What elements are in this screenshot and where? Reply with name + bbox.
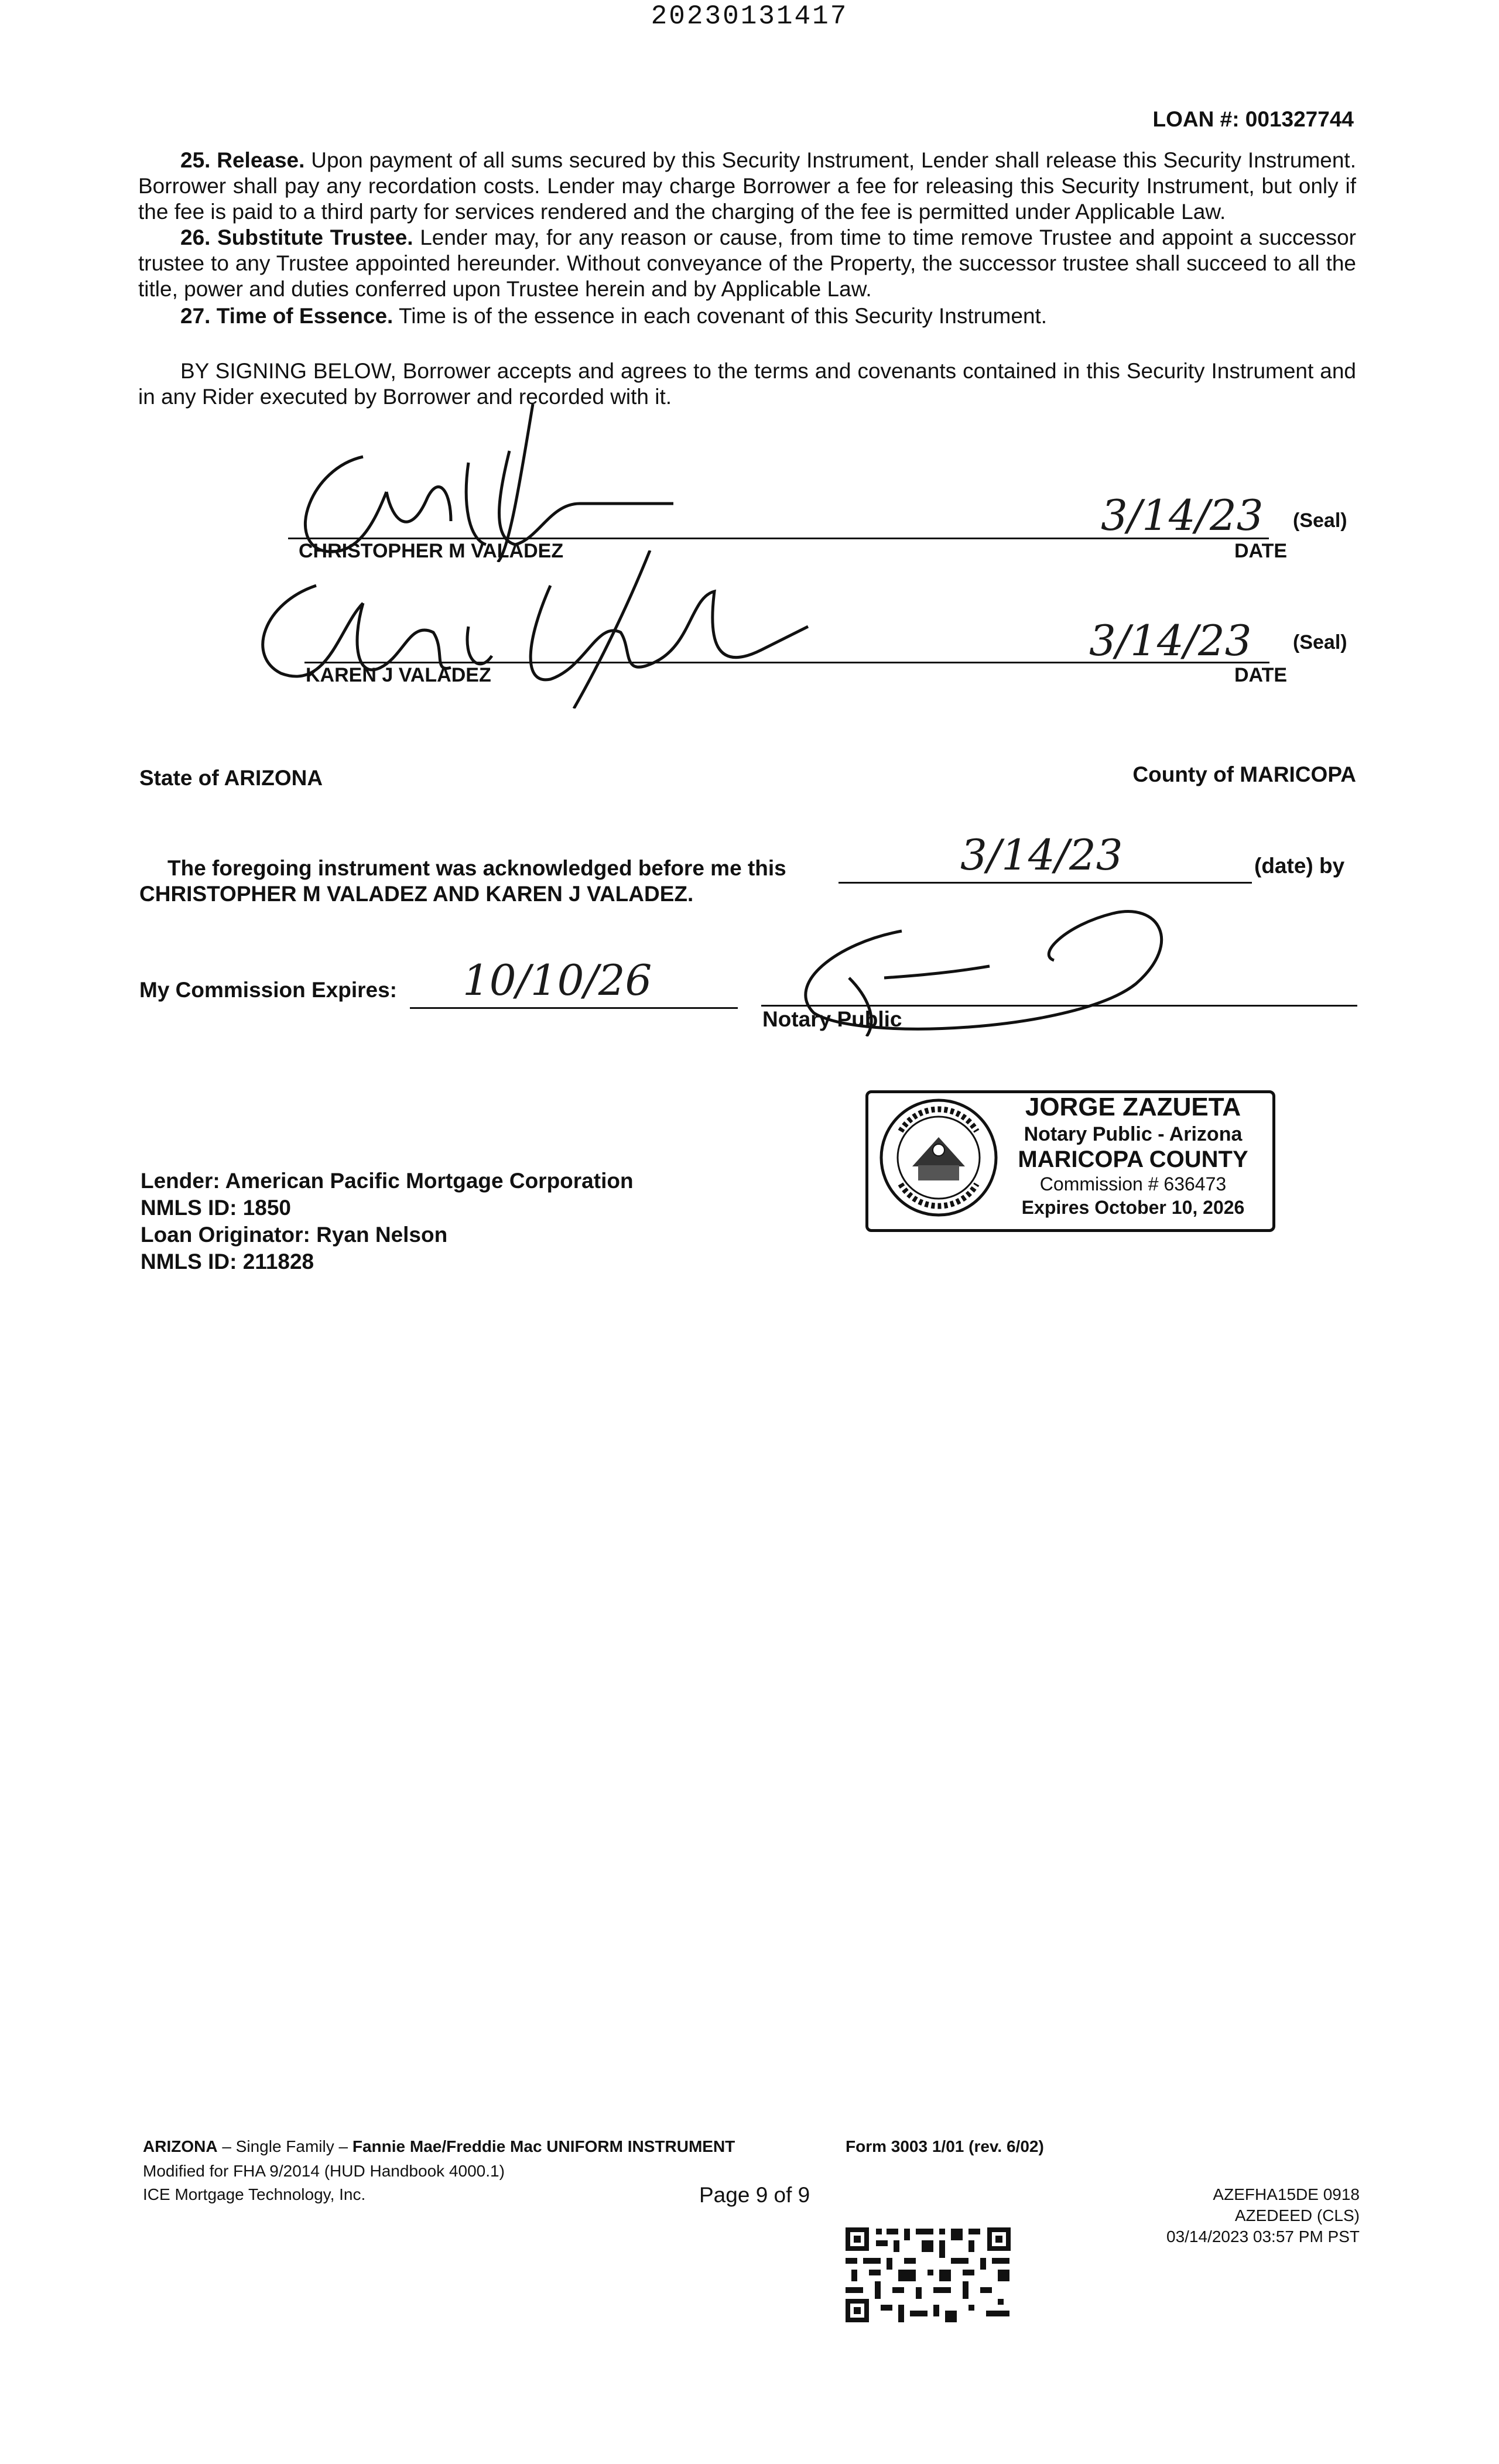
section-title: Substitute Trustee. bbox=[217, 225, 413, 249]
section-release bbox=[138, 148, 1356, 225]
section-substitute-trustee bbox=[138, 225, 1356, 302]
footer-state: ARIZONA bbox=[143, 2137, 218, 2155]
document-number: 20230131417 bbox=[651, 1, 848, 32]
stamp-expires: Expires October 10, 2026 bbox=[1021, 1197, 1245, 1218]
stamp-notary-name: JORGE ZAZUETA bbox=[1025, 1093, 1241, 1121]
lender-info bbox=[141, 1168, 634, 1275]
footer-modified: Modified for FHA 9/2014 (HUD Handbook 4000.1) bbox=[143, 2162, 505, 2180]
section-title: Release. bbox=[217, 148, 305, 172]
borrower-2-name: KAREN J VALADEZ bbox=[306, 664, 491, 686]
commission-label: My Commission Expires: bbox=[139, 978, 398, 1002]
by-signing-text: BY SIGNING BELOW, Borrower accepts and agrees to the terms and covenants contained in this Security Instrument and in any Rider executed by Borrower and recorded with it. bbox=[138, 359, 1356, 409]
borrower-1-handwritten-date: 3/14/23 bbox=[1101, 491, 1264, 540]
section-text: Upon payment of all sums secured by this Security Instrument, Lender shall release this Security Instrument. Borrower shall pay any recordation costs. Lender may charge Borrower a fee for releasing this Security Instrument, but only if the fee is paid to a third party for services rendered and the charging of the fee is permitted under Applicable Law. bbox=[138, 148, 1356, 224]
stamp-commission: Commission # 636473 bbox=[1039, 1173, 1227, 1195]
borrower-2-date-label: DATE bbox=[1234, 664, 1288, 686]
section-number: 25. bbox=[180, 148, 211, 172]
state-label: State of ARIZONA bbox=[139, 766, 323, 790]
footer-timestamp: 03/14/2023 03:57 PM PST bbox=[1166, 2227, 1360, 2246]
borrower-1-seal: (Seal) bbox=[1293, 509, 1347, 532]
page-number: Page 9 of 9 bbox=[699, 2183, 810, 2207]
loan-number: LOAN #: 001327744 bbox=[1152, 107, 1354, 131]
loan-originator: Loan Originator: Ryan Nelson bbox=[141, 1223, 448, 1247]
section-time-of-essence bbox=[138, 303, 1356, 329]
county-label: County of MARICOPA bbox=[1132, 762, 1356, 786]
acknowledgment-handwritten-date: 3/14/23 bbox=[960, 830, 1123, 879]
acknowledgment-names: CHRISTOPHER M VALADEZ AND KAREN J VALADEZ. bbox=[139, 882, 694, 906]
footer-form-type: – Single Family – bbox=[222, 2137, 348, 2155]
stamp-notary-title: Notary Public - Arizona bbox=[1024, 1123, 1243, 1145]
borrower-2-seal: (Seal) bbox=[1293, 631, 1347, 653]
footer-form-number: Form 3003 1/01 (rev. 6/02) bbox=[846, 2137, 1044, 2155]
stamp-county: MARICOPA COUNTY bbox=[1018, 1147, 1248, 1172]
borrower-1-date-label: DATE bbox=[1234, 540, 1288, 562]
footer-deed-code: AZEDEED (CLS) bbox=[1234, 2206, 1360, 2225]
section-text: Lender may, for any reason or cause, from time to time remove Trustee and appoint a successor trustee to any Trustee appointed hereunder. Without conveyance of the Property, the successor trustee shall succeed to all the title, power and duties conferred upon Trustee herein and by Applicable Law. bbox=[138, 225, 1356, 301]
commission-handwritten-value: 10/10/26 bbox=[463, 956, 652, 1005]
originator-nmls-id: NMLS ID: 211828 bbox=[141, 1250, 314, 1274]
commission-line bbox=[410, 1007, 738, 1009]
borrower-1-name: CHRISTOPHER M VALADEZ bbox=[299, 540, 564, 562]
acknowledgment-suffix: (date) by bbox=[1254, 854, 1345, 878]
footer-codes bbox=[1166, 2184, 1360, 2247]
footer-uniform-instrument: Fannie Mae/Freddie Mac UNIFORM INSTRUMENT bbox=[352, 2137, 735, 2155]
lender-nmls-id: NMLS ID: 1850 bbox=[141, 1196, 292, 1220]
by-signing-paragraph bbox=[138, 358, 1356, 410]
notary-public-label: Notary Public bbox=[762, 1007, 902, 1031]
section-text: Time is of the essence in each covenant of this Security Instrument. bbox=[398, 304, 1048, 328]
footer-vendor: ICE Mortgage Technology, Inc. bbox=[143, 2185, 366, 2203]
footer-code: AZEFHA15DE 0918 bbox=[1213, 2185, 1360, 2203]
state-seal-icon bbox=[877, 1096, 1000, 1219]
acknowledgment-prefix: The foregoing instrument was acknowledged before me this bbox=[167, 856, 786, 880]
section-number: 26. bbox=[180, 225, 211, 249]
notary-signature-line bbox=[761, 1005, 1357, 1007]
section-number: 27. bbox=[180, 304, 211, 328]
section-title: Time of Essence. bbox=[216, 304, 393, 328]
barcode-icon bbox=[843, 2225, 1013, 2325]
footer-form-line bbox=[143, 2137, 735, 2156]
lender-name: Lender: American Pacific Mortgage Corporation bbox=[141, 1169, 634, 1193]
borrower-2-handwritten-date: 3/14/23 bbox=[1089, 616, 1252, 665]
